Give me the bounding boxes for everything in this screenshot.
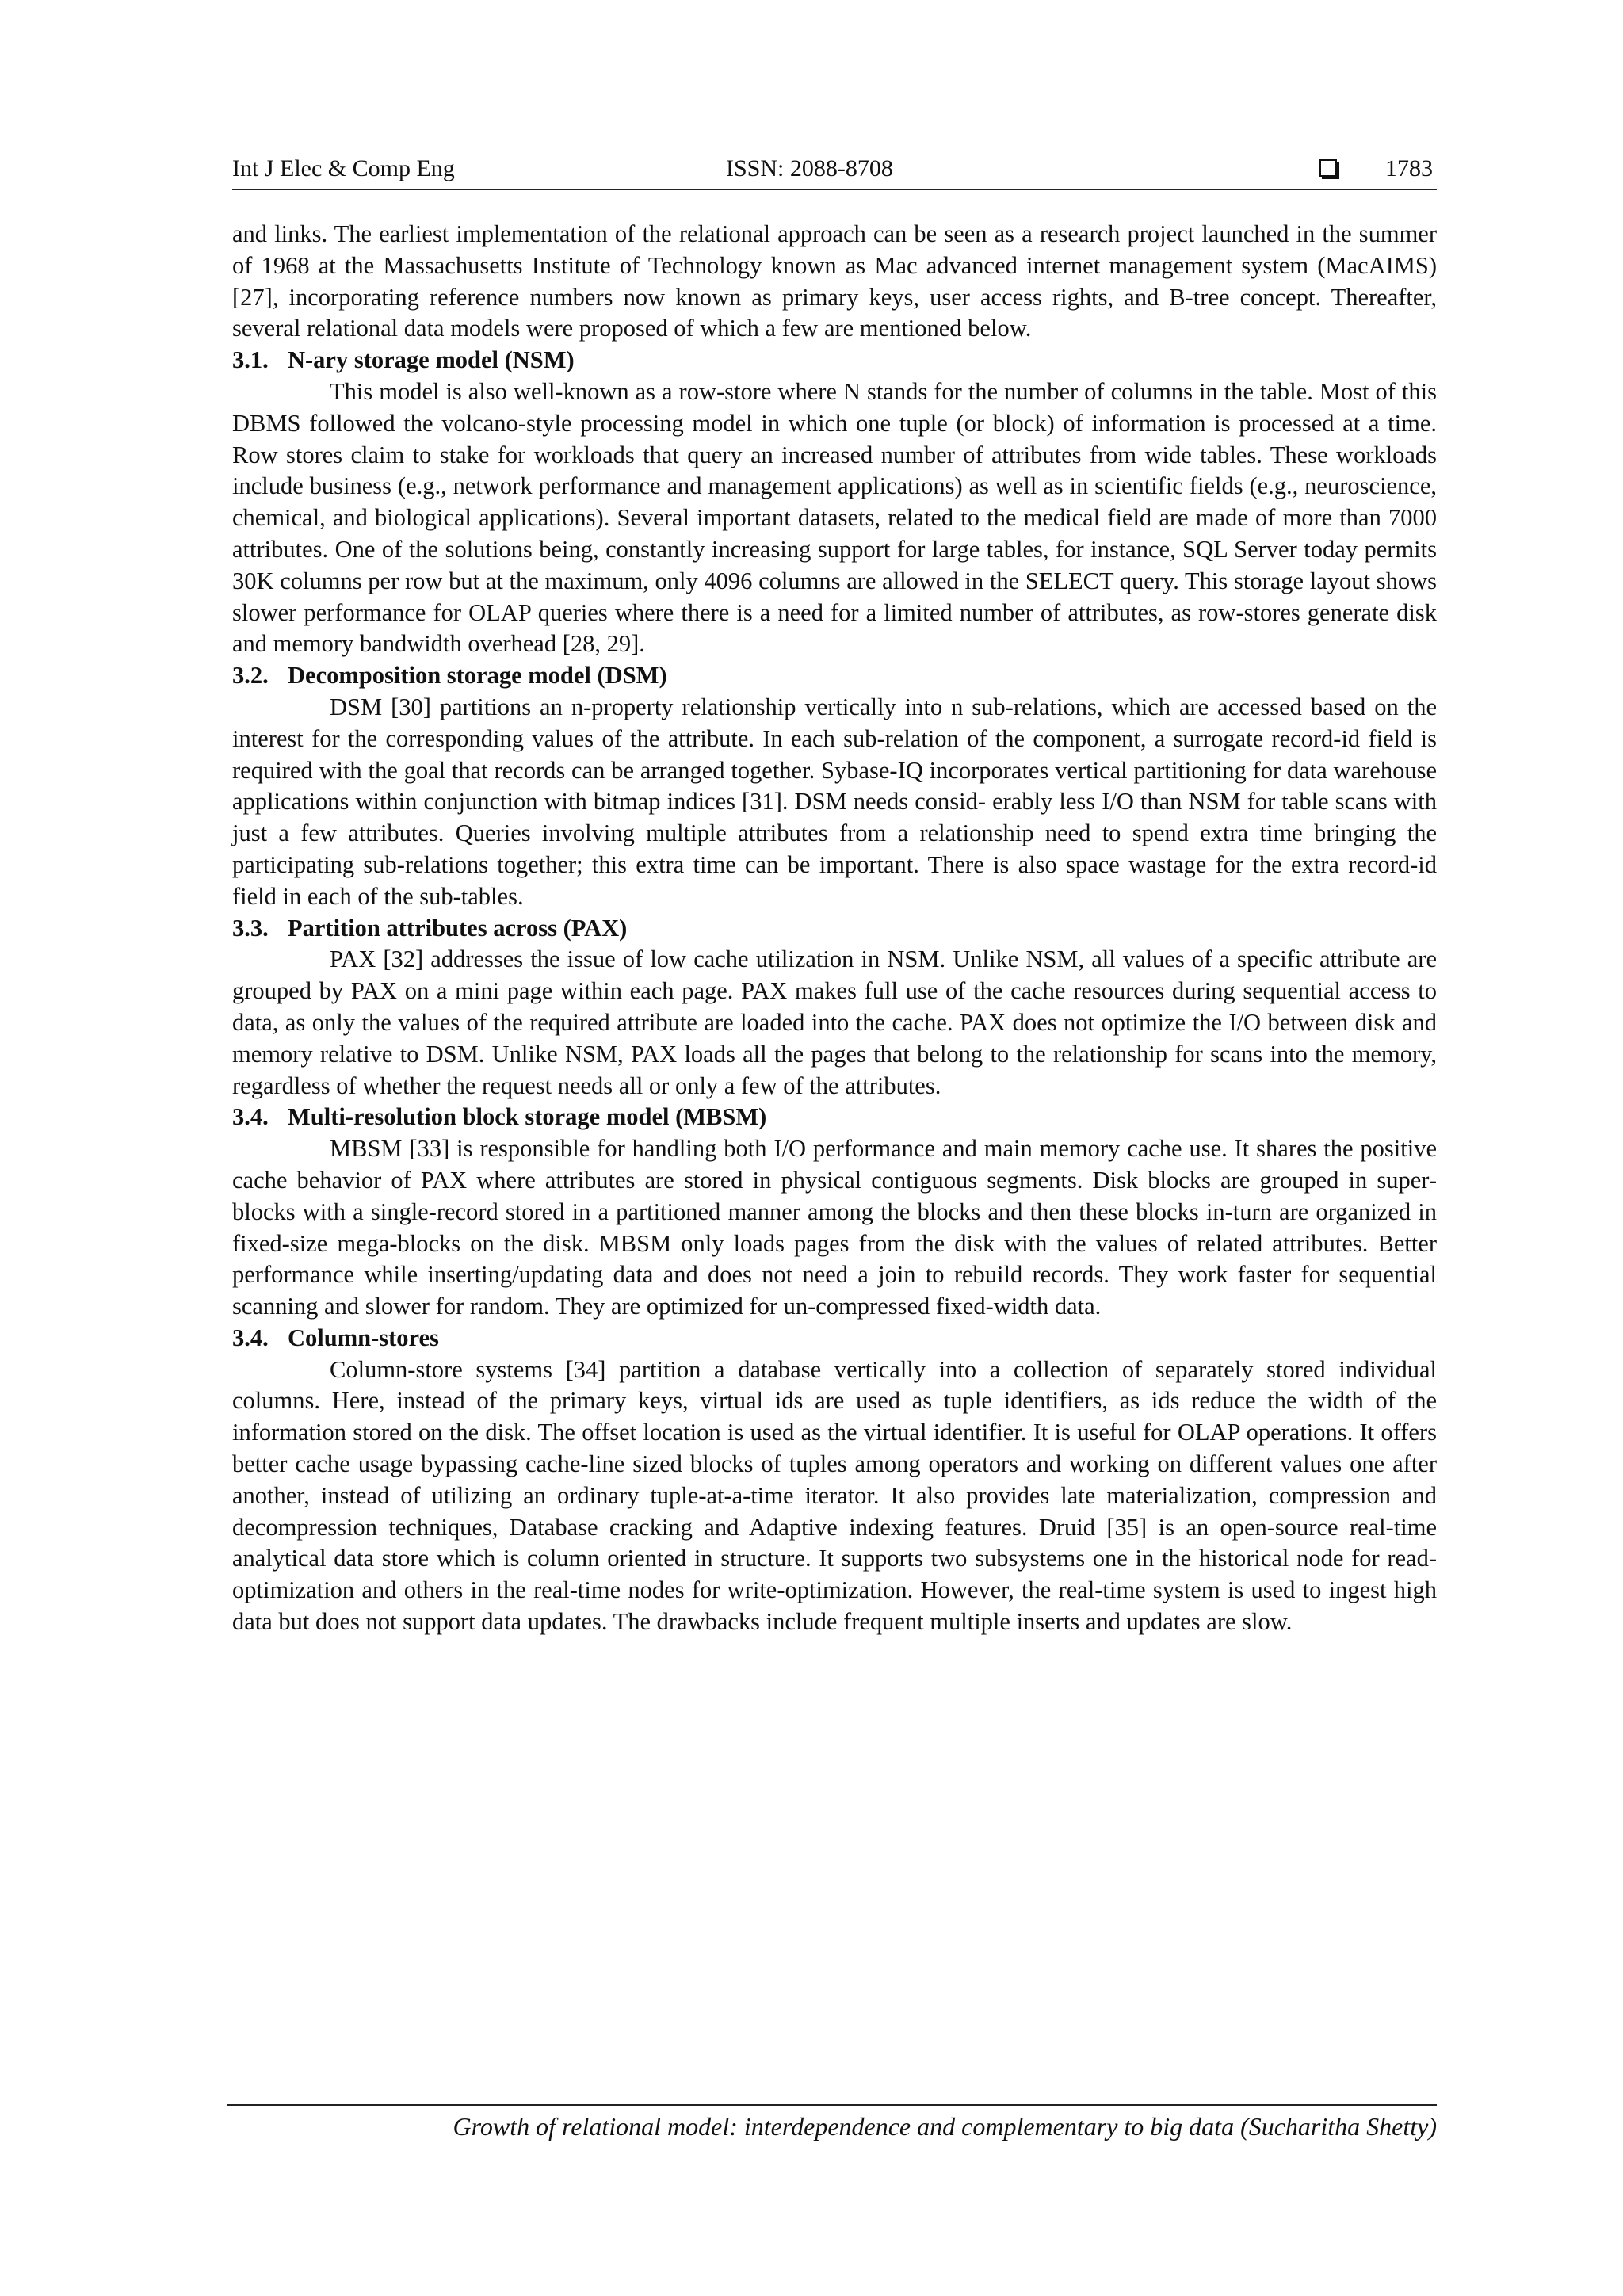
section-heading-nsm bbox=[232, 345, 1437, 376]
running-footer: Growth of relational model: interdependence and complementary to big data (Sucharitha Shetty) bbox=[453, 2112, 1437, 2141]
intro-paragraph: and links. The earliest implementation of the relational approach can be seen as a research project launched in the summer of 1968 at the Massachusetts Institute of Technology known as Mac advanced internet management system (MacAIMS) [27], incorporating reference numbers now known as primary keys, user access rights, and B-tree concept. Thereafter, several relational data models were proposed of which a few are mentioned below. bbox=[232, 220, 1437, 342]
section-number: 3.4. bbox=[232, 1103, 269, 1131]
section-number: 3.3. bbox=[232, 914, 269, 942]
section-paragraph-dsm: DSM [30] partitions an n-property relationship vertically into n sub-relations, which are accessed based on the interest for the corresponding values of the attribute. In each sub-relation of the component, a surrogate record-id field is required with the goal that records can be arranged together. Sybase-IQ incorporates vertical partitioning for data warehouse applications within conjunction with bitmap indices [31]. DSM needs consid- erably less I/O than NSM for table scans with just a few attributes. Queries involving multiple attributes from a relationship need to spend extra time bringing the participating sub-relations together; this extra time can be important. There is also space wastage for the extra record-id field in each of the sub-tables. bbox=[232, 693, 1437, 910]
article-body bbox=[232, 219, 1437, 1638]
section-title: Column-stores bbox=[288, 1324, 439, 1351]
section-title: N-ary storage model (NSM) bbox=[288, 346, 575, 374]
section-title: Multi-resolution block storage model (MBSM) bbox=[288, 1103, 767, 1131]
section-number: 3.4. bbox=[232, 1324, 269, 1351]
section-heading-mbsm bbox=[232, 1102, 1437, 1133]
square-bullet-icon bbox=[1319, 159, 1337, 177]
section-number: 3.1. bbox=[232, 346, 269, 374]
section-paragraph-nsm: This model is also well-known as a row-store where N stands for the number of columns in the table. Most of this DBMS followed the volcano-style processing model in which one tuple (or block) of information is processed at a time. Row stores claim to stake for workloads that query an increased number of attributes from wide tables. These workloads include business (e.g., network performance and management applications) as well as in scientific fields (e.g., neuroscience, chemical, and biological applications). Several important datasets, related to the medical field are made of more than 7000 attributes. One of the solutions being, constantly increasing support for large tables, for instance, SQL Server today permits 30K columns per row but at the maximum, only 4096 columns are allowed in the SELECT query. This storage layout shows slower performance for OLAP queries where there is a need for a limited number of attributes, as row-stores generate disk and memory bandwidth overhead [28, 29]. bbox=[232, 377, 1437, 658]
section-paragraph-pax: PAX [32] addresses the issue of low cache utilization in NSM. Unlike NSM, all values of a specific attribute are grouped by PAX on a mini page within each page. PAX makes full use of the cache resources during sequential access to data, as only the values of the required attribute are loaded into the cache. PAX does not optimize the I/O between disk and memory relative to DSM. Unlike NSM, PAX loads all the pages that belong to the relationship for scans into the memory, regardless of whether the request needs all or only a few of the attributes. bbox=[232, 946, 1437, 1099]
section-number: 3.2. bbox=[232, 662, 269, 690]
journal-name: Int J Elec & Comp Eng bbox=[232, 155, 455, 181]
section-paragraph-mbsm: MBSM [33] is responsible for handling both I/O performance and main memory cache use. It shares the positive cache behavior of PAX where attributes are stored in physical contiguous segments. Disk blocks are grouped in super-blocks with a single-record stored in a partitioned manner among the blocks and then these blocks in-turn are organized in fixed-size mega-blocks on the disk. MBSM only loads pages from the disk with the values of related attributes. Better performance while inserting/updating data and does not need a join to rebuild records. They work faster for sequential scanning and slower for random. They are optimized for un-compressed fixed-width data. bbox=[232, 1135, 1437, 1320]
section-heading-column-stores bbox=[232, 1323, 1437, 1354]
section-heading-pax bbox=[232, 913, 1437, 945]
footer-divider bbox=[227, 2104, 1437, 2106]
issn: ISSN: 2088-8708 bbox=[726, 155, 893, 181]
section-paragraph-column-stores: Column-store systems [34] partition a database vertically into a collection of separately stored individual columns. Here, instead of the primary keys, virtual ids are used as tuple identifiers, as ids reduce the width of the information stored on the disk. The offset location is used as the virtual identifier. It is useful for OLAP operations. It offers better cache usage bypassing cache-line sized blocks of tuples among operators and working on different values one after another, instead of utilizing an ordinary tuple-at-a-time iterator. It also provides late materialization, compression and decompression techniques, Database cracking and Adaptive indexing features. Druid [35] is an open-source real-time analytical data store which is column oriented in structure. It supports two subsystems one in the historical node for read-optimization and others in the real-time nodes for write-optimization. However, the real-time system is used to ingest high data but does not support data updates. The drawbacks include frequent multiple inserts and updates are slow. bbox=[232, 1355, 1437, 1636]
section-title: Decomposition storage model (DSM) bbox=[288, 662, 667, 690]
section-title: Partition attributes across (PAX) bbox=[288, 914, 628, 942]
page-number: 1783 bbox=[1385, 155, 1433, 181]
section-heading-dsm bbox=[232, 660, 1437, 692]
running-header bbox=[232, 152, 1437, 190]
